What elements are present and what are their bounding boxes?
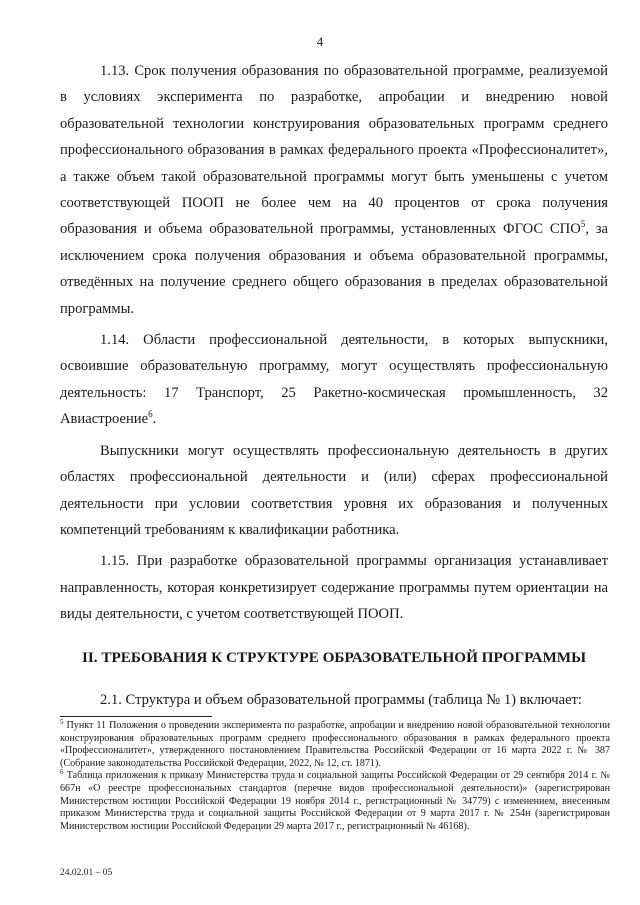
paragraph-1-14 — [60, 327, 608, 433]
body-text — [60, 58, 608, 713]
paragraph-1-13 — [60, 58, 608, 322]
paragraph-1-14-tail: . — [152, 411, 157, 428]
footnote-6 — [60, 770, 610, 833]
paragraph-1-13-tail: , за исключением срока получения образования и объема образовательной программы, отведённых на получение среднего общего образования в пределах образовательной программы. — [60, 221, 608, 317]
footnote-ref-6[interactable]: 6 — [148, 409, 153, 420]
paragraph-2-1: 2.1. Структура и объем образовательной программы (таблица № 1) включает: — [100, 691, 582, 708]
paragraph-1-14-text: 1.14. Области профессиональной деятельности, в которых выпускники, освоившие образовательную программу, могут осуществлять профессиональную деятельность: 17 Транспорт, 25 Ракетно-космическая промышленность, 32 Авиастроение — [60, 332, 608, 428]
document-code: 24.02.01 – 05 — [60, 868, 113, 878]
paragraph-1-15: 1.15. При разработке образовательной программы организация устанавливает направленность, которая конкретизирует содержание программы путем ориентации на виды деятельности, с учетом соответствующей ПООП. — [60, 553, 608, 623]
footnote-6-marker: 6 — [60, 768, 64, 777]
section-heading: II. ТРЕБОВАНИЯ К СТРУКТУРЕ ОБРАЗОВАТЕЛЬНОЙ ПРОГРАММЫ — [81, 648, 587, 666]
page-number: 4 — [316, 34, 324, 49]
paragraph-1-13-text: 1.13. Срок получения образования по образовательной программе, реализуемой в условиях эксперимента по разработке, апробации и внедрению новой образовательной технологии конструирования образовательных программ среднего профессионального образования в рамках федерального проекта «Профессионалитет», а также объем такой образовательной программы могут быть уменьшены с учетом соответствующей ПООП не более чем на 40 процентов от срока получения образования и объема образовательной программы, установленных ФГОС СПО — [60, 63, 608, 238]
paragraph-graduates: Выпускники могут осуществлять профессиональную деятельность в других областях профессиональной деятельности и (или) сферах профессиональной деятельности при условии соответствия уровня их образования и полученных компетенций требованиям к квалификации работника. — [60, 442, 608, 538]
footnote-ref-5[interactable]: 5 — [580, 219, 586, 230]
footnote-6-text: Таблица приложения к приказу Министерства труда и социальной защиты Российской Федерации от 29 сентября 2014 г. № 667н «О реестре профессиональных стандартов (перечне видов профессиональной деятельности)» (зарегистрирован Министерством юстиции Российской Федерации 19 ноября 2014 г., регистрационный № 34779) с изменением, внесенным приказом Министерства труда и социальной защиты Российской Федерации от 9 марта 2017 г. № 254н (зарегистрирован Министерством юстиции Российской Федерации 29 марта 2017 г., регистрационный № 46168). — [60, 770, 610, 832]
footnotes — [60, 720, 610, 833]
footnote-5 — [60, 720, 610, 770]
footnote-5-marker: 5 — [60, 718, 64, 726]
footnote-separator — [60, 716, 212, 717]
footnote-5-text: Пункт 11 Положения о проведении эксперимента по разработке, апробации и внедрению новой образовательной технологии конструирования образовательных программ среднего профессионального образования в рамках федерального проекта «Профессионалитет», утвержденного постановлением Правительства Российской Федерации от 16 марта 2022 г. № 387 (Собрание законодательства Российской Федерации, 2022, № 12, ст. 1871). — [60, 720, 610, 769]
